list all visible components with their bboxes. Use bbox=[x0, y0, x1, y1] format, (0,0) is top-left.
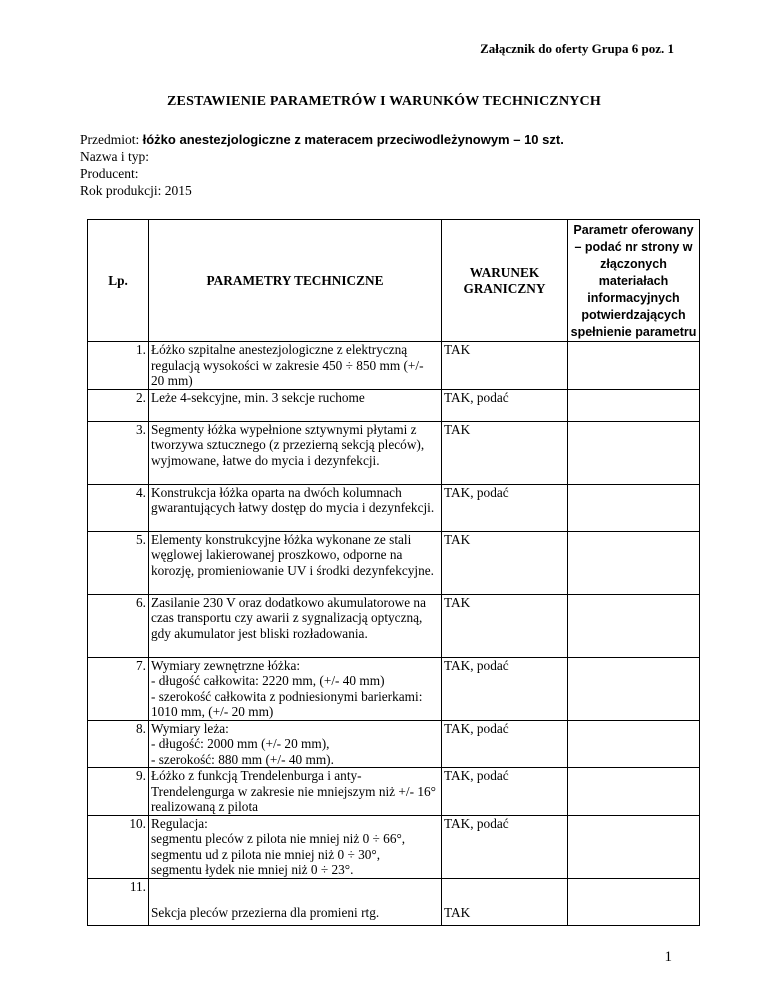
row-param: Segmenty łóżka wypełnione sztywnymi płytami z tworzywa sztucznego (z przezierną sekcją pleców), wyjmowane, łatwe do mycia i dezynfekcji. bbox=[149, 421, 442, 484]
table-row bbox=[88, 421, 700, 484]
page-number: 1 bbox=[664, 949, 672, 965]
row-param: Wymiary leża: - długość: 2000 mm (+/- 20 mm), - szerokość: 880 mm (+/- 40 mm). bbox=[149, 720, 442, 768]
table-row bbox=[88, 878, 700, 925]
table-row bbox=[88, 815, 700, 878]
row-offered-cell bbox=[568, 389, 700, 421]
row-condition: TAK bbox=[442, 421, 568, 484]
year-line: Rok produkcji: 2015 bbox=[80, 183, 192, 198]
row-param: Elementy konstrukcyjne łóżka wykonane ze stali węglowej lakierowanej proszkowo, odporne na korozję, promieniowanie UV i środki dezynfekcyjne. bbox=[149, 531, 442, 594]
row-lp: 2. bbox=[88, 389, 149, 421]
row-condition: TAK, podać bbox=[442, 768, 568, 816]
table-row bbox=[88, 594, 700, 657]
table-row bbox=[88, 342, 700, 390]
row-lp: 4. bbox=[88, 484, 149, 531]
row-param: Łóżko z funkcją Trendelenburga i anty-Trendelengurga w zakresie nie mniejszym niż +/- 16° realizowaną z pilota bbox=[149, 768, 442, 816]
subject-label: Przedmiot: bbox=[80, 132, 140, 147]
row-condition: TAK bbox=[442, 342, 568, 390]
row-offered-cell bbox=[568, 720, 700, 768]
row-param: Konstrukcja łóżka oparta na dwóch kolumnach gwarantujących łatwy dostęp do mycia i dezynfekcji. bbox=[149, 484, 442, 531]
row-condition: TAK, podać bbox=[442, 389, 568, 421]
subject-value: łóżko anestezjologiczne z materacem przeciwodleżynowym – 10 szt. bbox=[142, 132, 564, 147]
row-lp: 1. bbox=[88, 342, 149, 390]
row-offered-cell bbox=[568, 815, 700, 878]
table-row bbox=[88, 720, 700, 768]
table-row bbox=[88, 531, 700, 594]
row-lp: 3. bbox=[88, 421, 149, 484]
row-offered-cell bbox=[568, 421, 700, 484]
row-lp: 9. bbox=[88, 768, 149, 816]
row-param: Regulacja: segmentu pleców z pilota nie mniej niż 0 ÷ 66°, segmentu ud z pilota nie mniej niż 0 ÷ 30°, segmentu łydek nie mniej niż 0 ÷ 23°. bbox=[149, 815, 442, 878]
table-row bbox=[88, 657, 700, 720]
row-param: Leże 4-sekcyjne, min. 3 sekcje ruchome bbox=[149, 389, 442, 421]
row-offered-cell bbox=[568, 342, 700, 390]
row-offered-cell bbox=[568, 594, 700, 657]
row-lp: 11. bbox=[88, 878, 149, 925]
row-condition: TAK bbox=[442, 531, 568, 594]
row-condition: TAK bbox=[442, 594, 568, 657]
row-lp: 6. bbox=[88, 594, 149, 657]
annex-label: Załącznik do oferty Grupa 6 poz. 1 bbox=[480, 41, 674, 56]
row-lp: 7. bbox=[88, 657, 149, 720]
row-offered-cell bbox=[568, 657, 700, 720]
row-condition: TAK bbox=[442, 878, 568, 925]
row-param: Łóżko szpitalne anestezjologiczne z elektryczną regulacją wysokości w zakresie 450 ÷ 850 mm (+/- 20 mm) bbox=[149, 342, 442, 390]
table-row bbox=[88, 389, 700, 421]
row-offered-cell bbox=[568, 531, 700, 594]
header-offered: Parametr oferowany – podać nr strony w złączonych materiałach informacyjnych potwierdzających spełnienie parametru bbox=[568, 220, 700, 342]
row-param: Zasilanie 230 V oraz dodatkowo akumulatorowe na czas transportu czy awarii z sygnalizacją optyczną, gdy akumulator jest bliski rozładowania. bbox=[149, 594, 442, 657]
row-lp: 5. bbox=[88, 531, 149, 594]
row-condition: TAK, podać bbox=[442, 720, 568, 768]
row-param: Wymiary zewnętrzne łóżka: - długość całkowita: 2220 mm, (+/- 40 mm) - szerokość całkowita z podniesionymi barierkami: 1010 mm, (+/- 20 mm) bbox=[149, 657, 442, 720]
row-offered-cell bbox=[568, 768, 700, 816]
table-row bbox=[88, 768, 700, 816]
row-condition: TAK, podać bbox=[442, 657, 568, 720]
table-header-row bbox=[88, 220, 700, 342]
row-condition: TAK, podać bbox=[442, 815, 568, 878]
row-condition: TAK, podać bbox=[442, 484, 568, 531]
header-lp: Lp. bbox=[88, 220, 149, 342]
header-condition: WARUNEK GRANICZNY bbox=[442, 220, 568, 342]
subject-line bbox=[80, 131, 564, 148]
producer-line: Producent: bbox=[80, 166, 139, 181]
row-offered-cell bbox=[568, 484, 700, 531]
row-param: Sekcja pleców przezierna dla promieni rtg. bbox=[149, 878, 442, 925]
row-lp: 8. bbox=[88, 720, 149, 768]
parameters-table bbox=[87, 219, 700, 926]
table-row bbox=[88, 484, 700, 531]
document-title: ZESTAWIENIE PARAMETRÓW I WARUNKÓW TECHNICZNYCH bbox=[167, 94, 601, 109]
header-params: PARAMETRY TECHNICZNE bbox=[149, 220, 442, 342]
row-lp: 10. bbox=[88, 815, 149, 878]
name-type-line: Nazwa i typ: bbox=[80, 149, 149, 164]
row-offered-cell bbox=[568, 878, 700, 925]
